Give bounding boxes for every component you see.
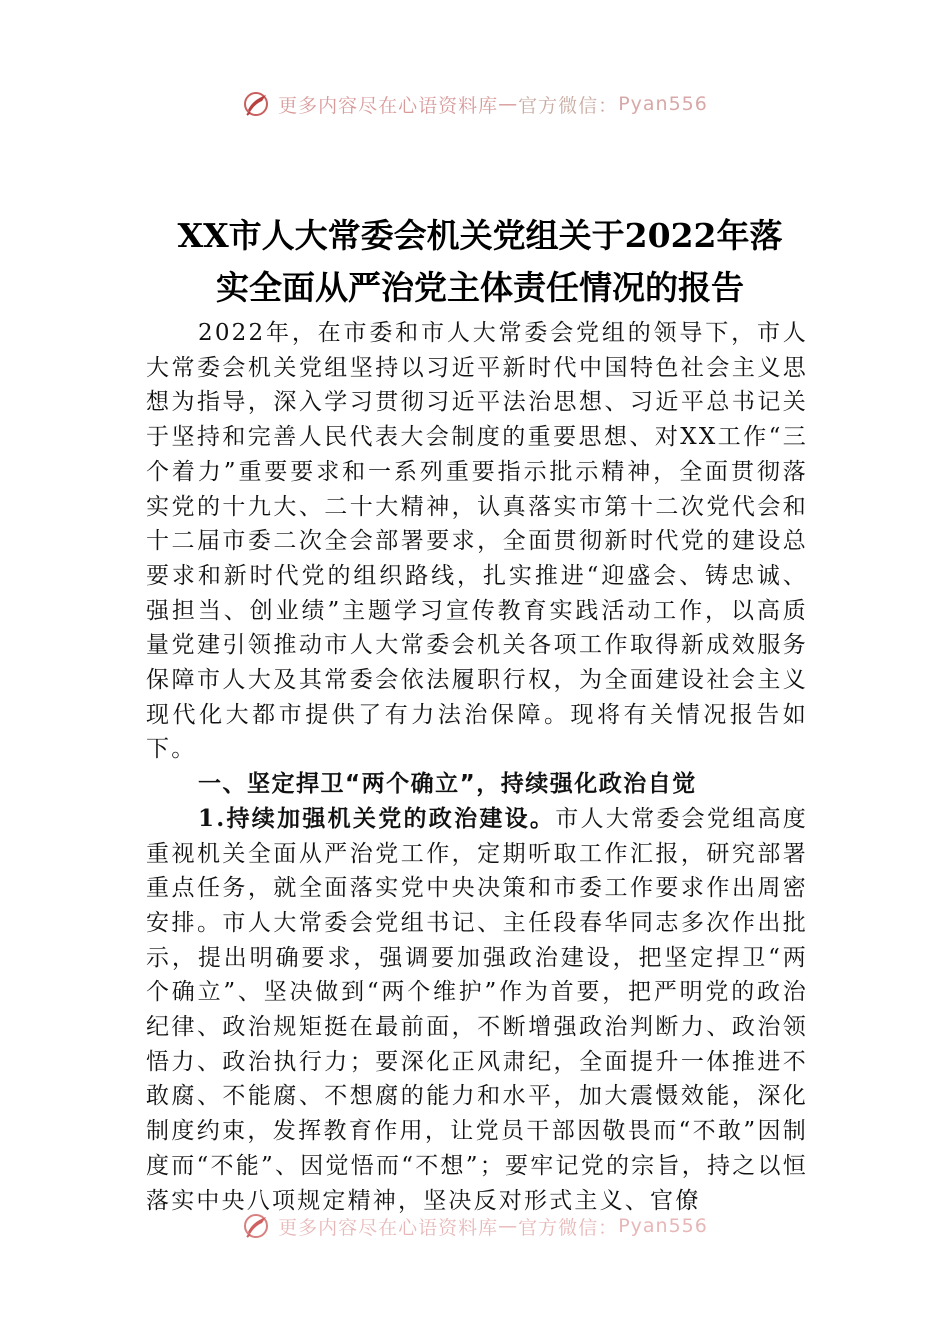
watermark-separator: — [498, 93, 519, 115]
item-text-1: 市人大常委会党组高度重视机关全面从严治党工作，定期听取工作汇报，研究部署重点任务，就全面落实党中央决策和市委工作要求作出周密安排。市人大常委会党组书记、主任段春华同志多次作出批示，提出明确要求，强调要加强政治建设，把坚定捍卫“两个确立”、坚决做到“两个维护”作为首要，把严明党的政治纪律、政治规矩挺在最前面，不断增强政治判断力、政治领悟力、政治执行力；要深化正风肃纪，全面提升一体推进不敢腐、不能腐、不想腐的能力和水平，加大震慑效能，深化制度约束，发挥教育作用，让党员干部因敬畏而“不敢”因制度而“不能”、因觉悟而“不想”；要牢记党的宗旨，持之以恒落实中央八项规定精神，坚决反对形式主义、官僚 [146, 805, 808, 1214]
watermark-header [0, 84, 950, 124]
item-paragraph-1 [146, 802, 808, 1218]
watermark-wechat-label: 官方微信： [518, 94, 619, 117]
watermark-wechat-id: Pyan556 [618, 93, 708, 115]
watermark-separator: — [498, 1215, 519, 1237]
watermark-footer [0, 1206, 950, 1246]
document-title [150, 210, 810, 314]
watermark-text: 更多内容尽在心语资料库 [278, 94, 499, 117]
watermark-text: 更多内容尽在心语资料库 [278, 1216, 499, 1239]
pen-logo-icon [242, 1212, 270, 1240]
title-line-1: XX市人大常委会机关党组关于2022年落 [177, 216, 783, 256]
watermark-wechat-label: 官方微信： [518, 1216, 619, 1239]
intro-paragraph: 2022年，在市委和市人大常委会党组的领导下，市人大常委会机关党组坚持以习近平新时代中国特色社会主义思想为指导，深入学习贯彻习近平法治思想、习近平总书记关于坚持和完善人民代表大会制度的重要思想、对XX工作“三个着力”重要要求和一系列重要指示批示精神，全面贯彻落实党的十九大、二十大精神，认真落实市第十二次党代会和十二届市委二次全会部署要求，全面贯彻新时代党的建设总要求和新时代党的组织路线，扎实推进“迎盛会、铸忠诚、强担当、创业绩”主题学习宣传教育实践活动工作，以高质量党建引领推动市人大常委会机关各项工作取得新成效服务保障市人大及其常委会依法履职行权，为全面建设社会主义现代化大都市提供了有力法治保障。现将有关情况报告如下。 [146, 320, 808, 763]
item-lead-1: 1.持续加强机关党的政治建设。 [198, 804, 556, 832]
title-line-2: 实全面从严治党主体责任情况的报告 [216, 268, 744, 308]
pen-logo-icon [242, 90, 270, 118]
document-body [146, 316, 808, 1218]
section-heading-1: 一、坚定捍卫“两个确立”，持续强化政治自觉 [198, 771, 697, 798]
watermark-wechat-id: Pyan556 [618, 1215, 708, 1237]
